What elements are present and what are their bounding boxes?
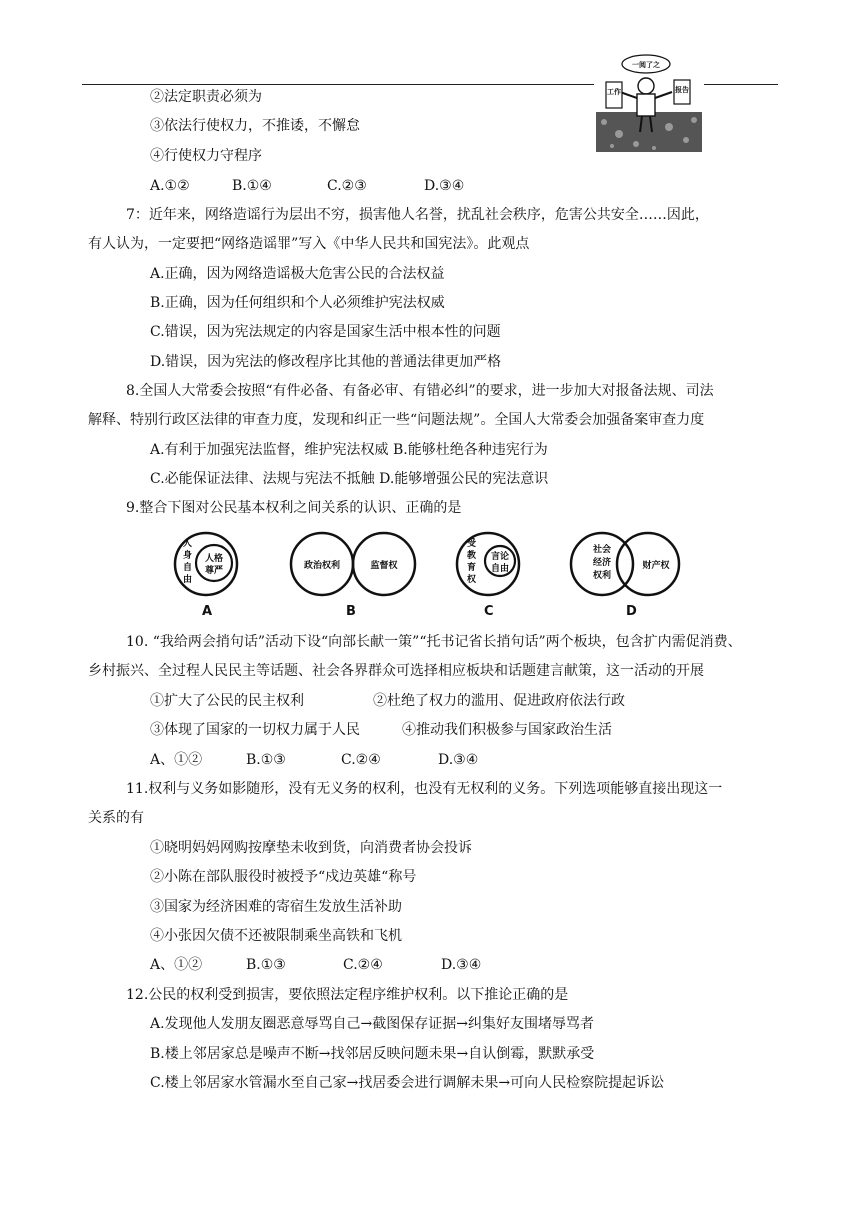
- q9-diagram-a[interactable]: [168, 528, 248, 622]
- diagram-b-left: 政治权利: [303, 561, 341, 571]
- diagram-d-left-2: 经济: [592, 558, 612, 568]
- q11-statement-1: ①晓明妈妈网购按摩垫未收到货，向消费者协会投诉: [150, 840, 472, 856]
- diagram-a-outer-4: 由: [183, 575, 193, 585]
- diagram-c-outer-3: 育: [467, 563, 477, 573]
- diagram-a-outer-3: 自: [183, 563, 193, 573]
- diagram-c-inner-1: 言论: [490, 552, 510, 562]
- q7-option-a[interactable]: A.正确，因为网络造谣极大危害公民的合法权益: [150, 266, 445, 282]
- diagram-a-inner-1: 人格: [204, 554, 224, 564]
- diagram-a-outer-1: 人: [183, 539, 193, 549]
- cartoon-official-icon: [594, 52, 704, 152]
- diagram-a-caption: A: [202, 604, 213, 619]
- q12-option-a[interactable]: A.发现他人发朋友圈恶意辱骂自己→截图保存证据→纠集好友围堵辱骂者: [150, 1016, 595, 1032]
- q10-option-a[interactable]: A、①②: [150, 752, 203, 768]
- diagram-d-caption: D: [626, 604, 637, 619]
- q12-option-c[interactable]: C.楼上邻居家水管漏水至自己家→找居委会进行调解未果→可向人民检察院提起诉讼: [150, 1075, 665, 1091]
- diagram-c-outer-4: 权: [467, 575, 477, 585]
- q10-options: [150, 750, 478, 770]
- q10-option-b[interactable]: B.①③: [246, 752, 286, 768]
- q6-item-2: ②法定职责必须为: [150, 89, 262, 105]
- q11-option-d[interactable]: D.③④: [441, 957, 482, 973]
- q9-diagram-c[interactable]: [452, 528, 532, 622]
- diagram-c-caption: C: [484, 604, 494, 619]
- q8-options-cd[interactable]: C.必能保证法律、法规与宪法不抵触 D.能够增强公民的宪法意识: [150, 471, 549, 487]
- diagram-d-right: 财产权: [642, 561, 670, 571]
- q9-stem: 9.整合下图对公民基本权利之间关系的认识、正确的是: [126, 500, 462, 516]
- diagram-d-left-1: 社会: [592, 545, 612, 555]
- q8-options-ab[interactable]: A.有利于加强宪法监督，维护宪法权威 B.能够杜绝各种违宪行为: [150, 442, 548, 458]
- q8-stem-2: 解释、特别行政区法律的审查力度，发现和纠正一些“问题法规”。全国人大常委会加强备案审查力度: [88, 412, 705, 428]
- cartoon-bubble-text: 一阅了之: [632, 61, 660, 69]
- header-rule-right: [704, 84, 778, 85]
- q6-option-a[interactable]: A.①②: [150, 178, 190, 194]
- diagram-c-outer-1: 受: [467, 539, 477, 549]
- q7-option-b[interactable]: B.正确，因为任何组织和个人必须维护宪法权威: [150, 295, 445, 311]
- q11-statement-3: ③国家为经济困难的寄宿生发放生活补助: [150, 899, 402, 915]
- diagram-b-caption: B: [346, 604, 356, 619]
- q6-item-3: ③依法行使权力，不推诿，不懈怠: [150, 118, 360, 134]
- q10-statement-4: ④推动我们积极参与国家政治生活: [402, 722, 612, 738]
- q12-option-b[interactable]: B.楼上邻居家总是噪声不断→找邻居反映问题未果→自认倒霉，默默承受: [150, 1046, 595, 1062]
- q10-statement-3: ③体现了国家的一切权力属于人民: [150, 722, 360, 738]
- q6-options: [150, 176, 464, 196]
- header-rule-left: [82, 84, 594, 85]
- q11-statement-4: ④小张因欠债不还被限制乘坐高铁和飞机: [150, 928, 402, 944]
- q7-option-d[interactable]: D.错误，因为宪法的修改程序比其他的普通法律更加严格: [150, 354, 502, 370]
- q10-statement-1: ①扩大了公民的民主权利: [150, 693, 304, 709]
- q10-stem-1: 10. “我给两会捎句话”活动下设“向部长献一策”“托书记省长捎句话”两个板块，包含扩内需促消费、: [126, 634, 742, 650]
- q9-diagram-d[interactable]: [566, 528, 696, 622]
- diagram-c-inner-2: 自由: [490, 564, 510, 574]
- q7-stem-2: 有人认为，一定要把“网络造谣罪”写入《中华人民共和国宪法》。此观点: [88, 236, 530, 252]
- q11-stem-1: 11.权利与义务如影随形，没有无义务的权利，也没有无权利的义务。下列选项能够直接出现这一: [126, 781, 723, 797]
- q9-diagram-b[interactable]: [286, 528, 426, 622]
- q8-stem-1: 8.全国人大常委会按照“有件必备、有备必审、有错必纠”的要求，进一步加大对报备法规、司法: [126, 383, 714, 399]
- q11-options: [150, 955, 481, 975]
- q11-statement-2: ②小陈在部队服役时被授予“戍边英雄“称号: [150, 869, 417, 885]
- q11-option-c[interactable]: C.②④: [343, 957, 383, 973]
- q12-stem: 12.公民的权利受到损害，要依照法定程序维护权利。以下推论正确的是: [126, 987, 569, 1003]
- diagram-c-outer-2: 教: [467, 551, 477, 561]
- q6-option-c[interactable]: C.②③: [327, 178, 367, 194]
- q6-option-d[interactable]: D.③④: [424, 178, 465, 194]
- q11-option-b[interactable]: B.①③: [246, 957, 286, 973]
- q10-statement-2: ②杜绝了权力的滥用、促进政府依法行政: [373, 693, 625, 709]
- q7-option-c[interactable]: C.错误，因为宪法规定的内容是国家生活中根本性的问题: [150, 324, 501, 340]
- q6-option-b[interactable]: B.①④: [232, 178, 272, 194]
- q10-option-c[interactable]: C.②④: [341, 752, 381, 768]
- q6-item-4: ④行使权力守程序: [150, 148, 262, 164]
- q11-option-a[interactable]: A、①②: [150, 957, 203, 973]
- diagram-d-left-3: 权利: [592, 571, 612, 581]
- q10-stem-2: 乡村振兴、全过程人民民主等话题、社会各界群众可选择相应板块和话题建言献策，这一活动的开展: [88, 663, 704, 679]
- diagram-a-inner-2: 尊严: [204, 566, 224, 576]
- cartoon-left-paper: 工作: [607, 88, 621, 96]
- cartoon-right-paper: 报告: [675, 86, 689, 94]
- q7-stem-1: 7：近年来，网络造谣行为层出不穷，损害他人名誉，扰乱社会秩序，危害公共安全……因此，: [126, 207, 709, 223]
- diagram-a-outer-2: 身: [183, 551, 193, 561]
- q10-option-d[interactable]: D.③④: [438, 752, 479, 768]
- q11-stem-2: 关系的有: [88, 810, 144, 826]
- diagram-b-right: 监督权: [370, 561, 398, 571]
